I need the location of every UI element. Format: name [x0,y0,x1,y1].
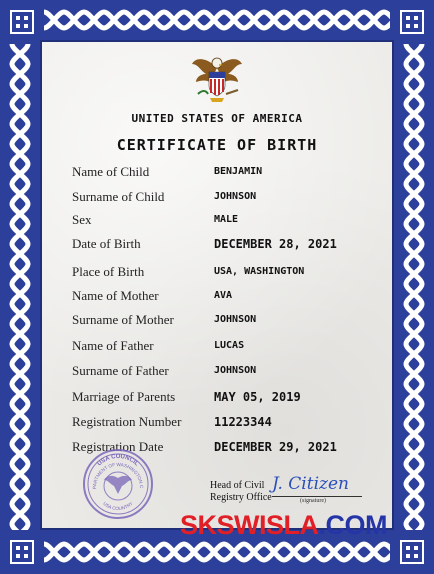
field-row-marriage-of-parents [72,389,372,409]
field-label: Marriage of Parents [72,389,176,404]
field-row-name-of-father [72,338,372,358]
stamp-bottom-text: USA COUNTRY [102,500,134,512]
field-value: JOHNSON [214,314,257,325]
signature-caption: (signature) [300,498,326,504]
stamp-ring-text: PARTMENT OF WASHINGTON C [91,461,145,490]
watermark [180,510,387,541]
field-row-place-of-birth [72,264,372,284]
field-row-name-of-child [72,164,372,184]
field-label: Date of Birth [72,236,141,251]
field-label: Surname of Mother [72,312,174,327]
field-row-date-of-birth [72,236,372,256]
signature-handwriting: J. Citizen [272,474,349,494]
official-stamp-icon [82,448,154,520]
field-row-surname-of-child [72,189,372,209]
svg-text:USA COUNTRY [102,501,134,511]
eagle-seal-icon [190,50,244,106]
field-value: LUCAS [214,340,245,351]
corner-ornament-top-right [394,4,430,40]
signature-label-line2: Registry Office [210,492,272,503]
field-label: Registration Date [72,439,164,454]
field-label: Place of Birth [72,264,145,279]
border-right [398,44,430,530]
field-row-name-of-mother [72,288,372,308]
field-label: Surname of Child [72,189,165,204]
country-heading: UNITED STATES OF AMERICA [131,112,303,125]
corner-ornament-bottom-right [394,534,430,570]
field-label: Registration Number [72,414,182,429]
watermark-brand: SKSWISLA [180,510,319,540]
border-top [44,4,390,36]
field-value: JOHNSON [214,365,257,376]
field-label: Surname of Father [72,363,169,378]
field-row-surname-of-mother [72,312,372,332]
field-value: MALE [214,214,239,225]
border-left [4,44,36,530]
watermark-domain: .COM [318,510,388,540]
corner-ornament-bottom-left [4,534,40,570]
stamp-top-text: USA COUNCIL [96,453,140,468]
field-label: Sex [72,212,92,227]
field-label: Name of Child [72,164,150,179]
field-value: 11223344 [214,415,272,429]
signature-label [210,480,272,504]
field-row-sex [72,212,372,232]
document-title: CERTIFICATE OF BIRTH [116,136,318,154]
field-row-registration-number [72,414,372,434]
signature-line [272,496,362,497]
field-value: BENJAMIN [214,166,263,177]
field-value: AVA [214,290,233,301]
field-row-surname-of-father [72,363,372,383]
field-value: DECEMBER 28, 2021 [214,237,337,251]
field-value: USA, WASHINGTON [214,266,305,277]
corner-ornament-top-left [4,4,40,40]
field-label: Name of Mother [72,288,159,303]
field-value: MAY 05, 2019 [214,390,301,404]
signature-label-line1: Head of Civil [210,480,265,491]
field-value: JOHNSON [214,191,257,202]
field-label: Name of Father [72,338,154,353]
field-value: DECEMBER 29, 2021 [214,440,337,454]
